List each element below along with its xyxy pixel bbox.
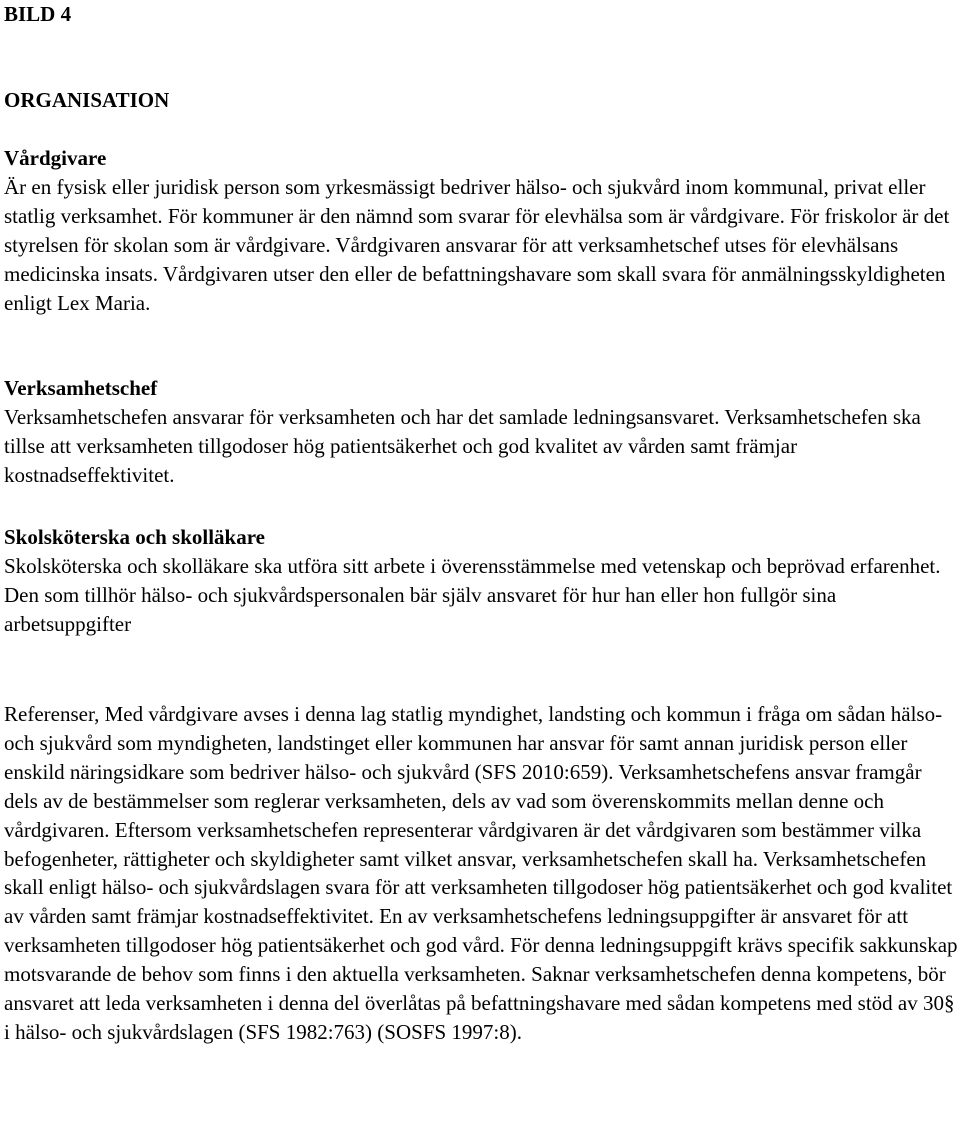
- page-title: BILD 4: [4, 2, 72, 26]
- references-block: [4, 700, 958, 1047]
- section-skolskoterska-skollakare: [4, 523, 958, 639]
- section-vardgivare: [4, 144, 958, 318]
- section-heading: Verksamhetschef: [4, 376, 158, 400]
- section-body: Verksamhetschefen ansvarar för verksamheten och har det samlade ledningsansvaret. Verksamhetschefen ska tillse att verksamheten tillgodoser hög patientsäkerhet och god kvalitet av vården samt främjar kostnadseffektivitet.: [4, 405, 921, 487]
- references-paragraph: Referenser, Med vårdgivare avses i denna lag statlig myndighet, landsting och kommun i fråga om sådan hälso- och sjukvård som myndigheten, landstinget eller kommunen har ansvar för samt annan juridisk person eller enskild näringsidkare som bedriver hälso- och sjukvård (SFS 2010:659). Verksamhetschefens ansvar framgår dels av de bestämmelser som reglerar verksamheten, dels av vad som överenskommits mellan denne och vårdgivaren. Eftersom verksamhetschefen representerar vårdgivaren är det vårdgivaren som bestämmer vilka befogenheter, rättigheter och skyldigheter samt vilket ansvar, verksamhetschefen skall ha. Verksamhetschefen skall enligt hälso- och sjukvårdslagen svara för att verksamheten tillgodoser hög patientsäkerhet och god kvalitet av vården samt främjar kostnadseffektivitet. En av verksamhetschefens ledningsuppgifter är ansvaret för att verksamheten tillgodoser hög patientsäkerhet och god vård. För denna ledningsuppgift krävs specifik sakkunskap motsvarande de behov som finns i den aktuella verksamheten. Saknar verksamhetschefen denna kompetens, bör ansvaret att leda verksamheten i denna del överlåtas på befattningshavare med sådan kompetens med stöd av 30§ i hälso- och sjukvårdslagen (SFS 1982:763) (SOSFS 1997:8).: [4, 702, 958, 1044]
- section-body: Är en fysisk eller juridisk person som yrkesmässigt bedriver hälso- och sjukvård inom kommunal, privat eller statlig verksamhet. För kommuner är den nämnd som svarar för elevhälsa som är vårdgivare. För friskolor är det styrelsen för skolan som är vårdgivare. Vårdgivaren ansvarar för att verksamhetschef utses för elevhälsans medicinska insats. Vårdgivaren utser den eller de befattningshavare som skall svara för anmälningsskyldigheten enligt Lex Maria.: [4, 175, 950, 315]
- section-body: Skolsköterska och skolläkare ska utföra sitt arbete i överensstämmelse med vetenskap och beprövad erfarenhet. Den som tillhör hälso- och sjukvårdspersonalen bär själv ansvaret för hur han eller hon fullgör sina arbetsuppgifter: [4, 554, 941, 636]
- section-heading: Skolsköterska och skolläkare: [4, 525, 265, 549]
- section-verksamhetschef: [4, 374, 958, 490]
- section-heading: Vårdgivare: [4, 146, 107, 170]
- section-title: ORGANISATION: [4, 88, 170, 112]
